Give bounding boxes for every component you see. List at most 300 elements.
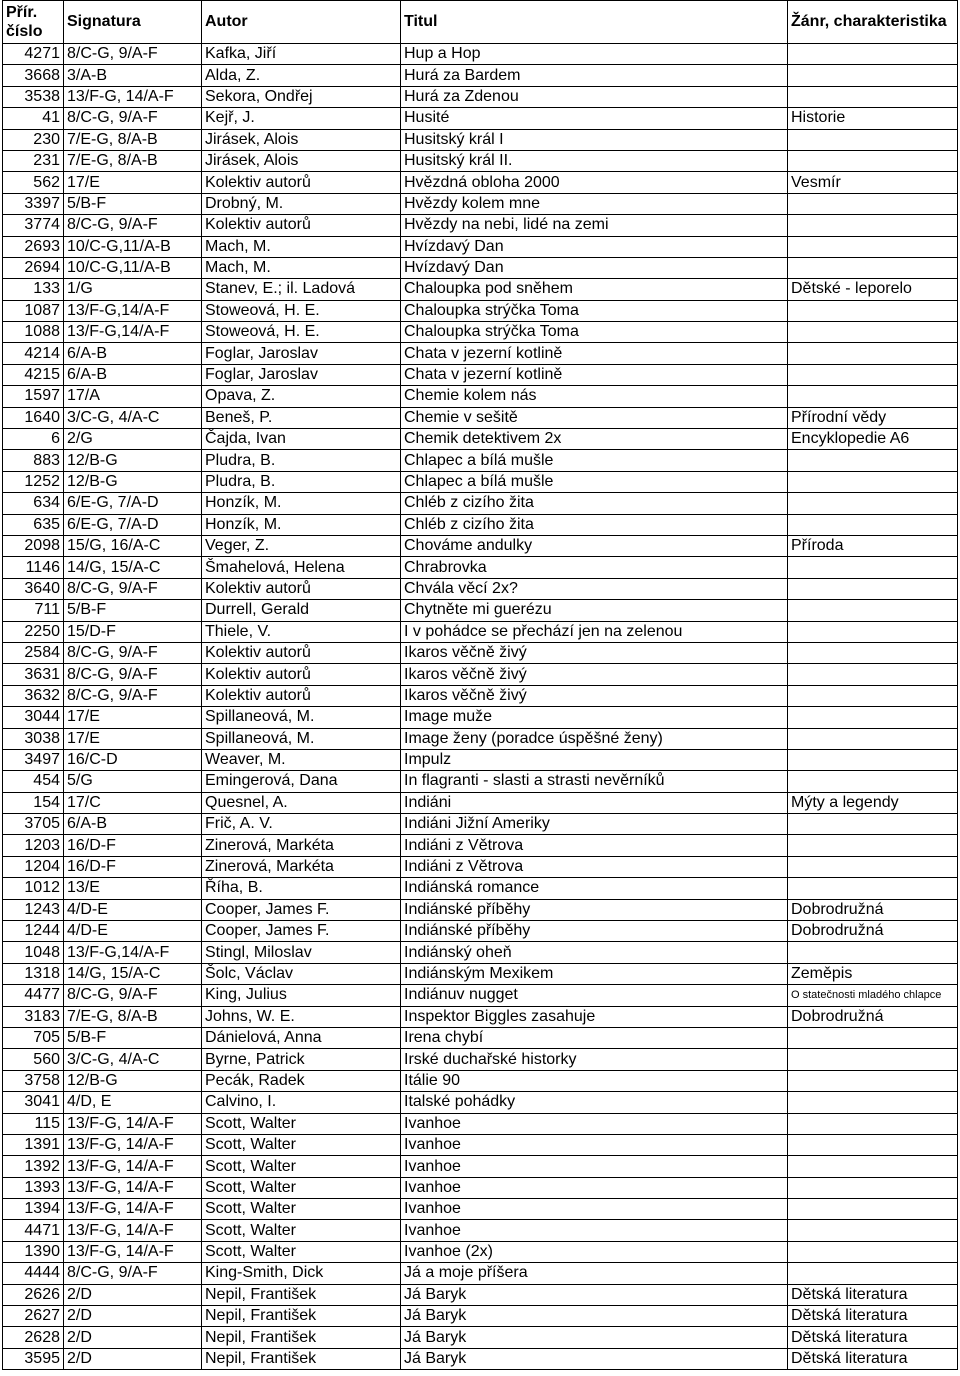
cell-author: Pludra, B.	[202, 471, 401, 492]
cell-genre	[788, 1027, 958, 1048]
table-row	[3, 856, 958, 877]
cell-signature: 8/C-G, 9/A-F	[64, 664, 202, 685]
cell-author: Mach, M.	[202, 257, 401, 278]
cell-signature: 12/B-G	[64, 450, 202, 471]
cell-signature: 13/F-G, 14/A-F	[64, 86, 202, 107]
cell-accession-number: 1392	[3, 1156, 64, 1177]
cell-accession-number: 2694	[3, 257, 64, 278]
cell-title: Ivanhoe	[401, 1220, 788, 1241]
cell-signature: 4/D, E	[64, 1092, 202, 1113]
cell-title: Italské pohádky	[401, 1092, 788, 1113]
cell-signature: 7/E-G, 8/A-B	[64, 150, 202, 171]
cell-signature: 2/G	[64, 429, 202, 450]
header-row	[3, 1, 958, 44]
cell-title: Irena chybí	[401, 1027, 788, 1048]
cell-author: Spillaneová, M.	[202, 728, 401, 749]
table-row	[3, 1284, 958, 1305]
cell-accession-number: 3183	[3, 1006, 64, 1027]
header-signature: Signatura	[64, 1, 202, 44]
cell-title: Indiánský oheň	[401, 942, 788, 963]
cell-title: Hvězdná obloha 2000	[401, 172, 788, 193]
cell-genre	[788, 386, 958, 407]
table-row	[3, 642, 958, 663]
cell-title: Hvězdy na nebi, lidé na zemi	[401, 215, 788, 236]
cell-signature: 6/E-G, 7/A-D	[64, 493, 202, 514]
cell-author: Jirásek, Alois	[202, 129, 401, 150]
cell-author: Kolektiv autorů	[202, 642, 401, 663]
cell-title: Chata v jezerní kotlině	[401, 343, 788, 364]
cell-accession-number: 1087	[3, 300, 64, 321]
table-row	[3, 215, 958, 236]
cell-accession-number: 2626	[3, 1284, 64, 1305]
cell-signature: 8/C-G, 9/A-F	[64, 215, 202, 236]
cell-author: Nepil, František	[202, 1327, 401, 1348]
cell-author: Nepil, František	[202, 1284, 401, 1305]
cell-accession-number: 3538	[3, 86, 64, 107]
cell-author: Scott, Walter	[202, 1134, 401, 1155]
cell-genre	[788, 814, 958, 835]
cell-accession-number: 3397	[3, 193, 64, 214]
cell-signature: 2/D	[64, 1327, 202, 1348]
cell-author: Scott, Walter	[202, 1156, 401, 1177]
cell-signature: 7/E-G, 8/A-B	[64, 129, 202, 150]
table-row	[3, 557, 958, 578]
cell-title: Indiáni z Větrova	[401, 835, 788, 856]
cell-genre: Dobrodružná	[788, 899, 958, 920]
book-catalog-table	[2, 0, 958, 1370]
cell-accession-number: 1203	[3, 835, 64, 856]
cell-genre: Encyklopedie A6	[788, 429, 958, 450]
cell-genre	[788, 685, 958, 706]
cell-author: Beneš, P.	[202, 407, 401, 428]
cell-author: Foglar, Jaroslav	[202, 364, 401, 385]
table-row	[3, 1156, 958, 1177]
table-row	[3, 792, 958, 813]
cell-title: Chléb z cizího žita	[401, 514, 788, 535]
cell-title: Chlapec a bílá mušle	[401, 450, 788, 471]
cell-author: Zinerová, Markéta	[202, 856, 401, 877]
cell-genre: Mýty a legendy	[788, 792, 958, 813]
table-row	[3, 343, 958, 364]
cell-genre	[788, 749, 958, 770]
cell-title: I v pohádce se přechází jen na zelenou	[401, 621, 788, 642]
cell-signature: 13/F-G, 14/A-F	[64, 1134, 202, 1155]
cell-accession-number: 41	[3, 108, 64, 129]
cell-accession-number: 705	[3, 1027, 64, 1048]
cell-title: Indiánská romance	[401, 878, 788, 899]
cell-signature: 13/F-G,14/A-F	[64, 300, 202, 321]
cell-signature: 14/G, 15/A-C	[64, 963, 202, 984]
table-row	[3, 942, 958, 963]
table-row	[3, 985, 958, 1006]
cell-genre	[788, 1049, 958, 1070]
cell-author: Stanev, E.; il. Ladová	[202, 279, 401, 300]
cell-author: Johns, W. E.	[202, 1006, 401, 1027]
cell-title: Já Baryk	[401, 1306, 788, 1327]
table-row	[3, 664, 958, 685]
table-row	[3, 1327, 958, 1348]
cell-signature: 8/C-G, 9/A-F	[64, 685, 202, 706]
cell-title: Chemie kolem nás	[401, 386, 788, 407]
cell-genre	[788, 942, 958, 963]
table-row	[3, 1306, 958, 1327]
cell-signature: 13/F-G,14/A-F	[64, 322, 202, 343]
cell-author: Scott, Walter	[202, 1220, 401, 1241]
cell-genre	[788, 257, 958, 278]
cell-title: Indiánuv nugget	[401, 985, 788, 1006]
cell-title: Chrabrovka	[401, 557, 788, 578]
cell-accession-number: 1012	[3, 878, 64, 899]
cell-accession-number: 1640	[3, 407, 64, 428]
cell-title: Chata v jezerní kotlině	[401, 364, 788, 385]
table-row	[3, 150, 958, 171]
cell-signature: 5/B-F	[64, 193, 202, 214]
cell-author: Byrne, Patrick	[202, 1049, 401, 1070]
cell-accession-number: 1391	[3, 1134, 64, 1155]
cell-signature: 13/F-G, 14/A-F	[64, 1220, 202, 1241]
table-row	[3, 621, 958, 642]
cell-genre	[788, 1263, 958, 1284]
table-body	[3, 44, 958, 1370]
cell-genre: Dětská literatura	[788, 1306, 958, 1327]
cell-title: Ikaros věčně živý	[401, 664, 788, 685]
cell-signature: 16/D-F	[64, 835, 202, 856]
table-row	[3, 172, 958, 193]
cell-title: Ivanhoe	[401, 1156, 788, 1177]
cell-author: Pludra, B.	[202, 450, 401, 471]
cell-genre: O statečnosti mladého chlapce	[788, 985, 958, 1006]
table-row	[3, 386, 958, 407]
cell-title: Indiánské příběhy	[401, 921, 788, 942]
cell-accession-number: 1390	[3, 1241, 64, 1262]
cell-accession-number: 2627	[3, 1306, 64, 1327]
cell-author: Čajda, Ivan	[202, 429, 401, 450]
cell-genre	[788, 150, 958, 171]
cell-accession-number: 560	[3, 1049, 64, 1070]
cell-author: Drobný, M.	[202, 193, 401, 214]
cell-genre	[788, 471, 958, 492]
cell-author: Honzík, M.	[202, 493, 401, 514]
cell-genre	[788, 1177, 958, 1198]
cell-title: Chvála věcí 2x?	[401, 578, 788, 599]
cell-genre	[788, 1241, 958, 1262]
header-author: Autor	[202, 1, 401, 44]
cell-signature: 17/E	[64, 707, 202, 728]
cell-signature: 13/F-G, 14/A-F	[64, 1241, 202, 1262]
table-row	[3, 771, 958, 792]
cell-signature: 6/A-B	[64, 364, 202, 385]
cell-title: Hup a Hop	[401, 44, 788, 65]
cell-author: Opava, Z.	[202, 386, 401, 407]
cell-genre	[788, 621, 958, 642]
cell-signature: 8/C-G, 9/A-F	[64, 985, 202, 1006]
cell-accession-number: 3640	[3, 578, 64, 599]
cell-genre	[788, 642, 958, 663]
cell-signature: 1/G	[64, 279, 202, 300]
cell-signature: 16/D-F	[64, 856, 202, 877]
table-row	[3, 899, 958, 920]
cell-signature: 2/D	[64, 1348, 202, 1369]
cell-accession-number: 4271	[3, 44, 64, 65]
cell-accession-number: 2693	[3, 236, 64, 257]
cell-author: Jirásek, Alois	[202, 150, 401, 171]
table-row	[3, 65, 958, 86]
cell-signature: 10/C-G,11/A-B	[64, 236, 202, 257]
cell-author: Cooper, James F.	[202, 921, 401, 942]
table-row	[3, 108, 958, 129]
table-row	[3, 1348, 958, 1369]
cell-accession-number: 1048	[3, 942, 64, 963]
table-row	[3, 1049, 958, 1070]
cell-genre	[788, 514, 958, 535]
cell-author: Stoweová, H. E.	[202, 322, 401, 343]
cell-signature: 12/B-G	[64, 471, 202, 492]
cell-genre	[788, 193, 958, 214]
cell-accession-number: 4214	[3, 343, 64, 364]
cell-genre	[788, 557, 958, 578]
cell-signature: 2/D	[64, 1284, 202, 1305]
cell-title: Indiánským Mexikem	[401, 963, 788, 984]
cell-author: Kolektiv autorů	[202, 172, 401, 193]
cell-author: Veger, Z.	[202, 535, 401, 556]
cell-genre	[788, 707, 958, 728]
cell-author: Kolektiv autorů	[202, 685, 401, 706]
cell-author: Nepil, František	[202, 1348, 401, 1369]
cell-accession-number: 154	[3, 792, 64, 813]
cell-genre	[788, 1113, 958, 1134]
cell-author: Frič, A. V.	[202, 814, 401, 835]
cell-accession-number: 3497	[3, 749, 64, 770]
cell-author: Honzík, M.	[202, 514, 401, 535]
table-row	[3, 578, 958, 599]
cell-genre	[788, 493, 958, 514]
table-row	[3, 429, 958, 450]
cell-accession-number: 3041	[3, 1092, 64, 1113]
cell-title: Ivanhoe	[401, 1113, 788, 1134]
cell-accession-number: 1318	[3, 963, 64, 984]
table-row	[3, 1220, 958, 1241]
table-row	[3, 921, 958, 942]
cell-title: Ivanhoe	[401, 1134, 788, 1155]
cell-accession-number: 1597	[3, 386, 64, 407]
cell-accession-number: 2250	[3, 621, 64, 642]
cell-title: Image ženy (poradce úspěšné ženy)	[401, 728, 788, 749]
cell-accession-number: 4477	[3, 985, 64, 1006]
cell-signature: 6/E-G, 7/A-D	[64, 514, 202, 535]
cell-signature: 17/E	[64, 172, 202, 193]
cell-signature: 13/F-G,14/A-F	[64, 942, 202, 963]
cell-genre	[788, 44, 958, 65]
table-row	[3, 364, 958, 385]
cell-accession-number: 1088	[3, 322, 64, 343]
cell-author: Cooper, James F.	[202, 899, 401, 920]
cell-accession-number: 1393	[3, 1177, 64, 1198]
cell-accession-number: 2628	[3, 1327, 64, 1348]
cell-genre	[788, 450, 958, 471]
table-row	[3, 1027, 958, 1048]
cell-genre	[788, 364, 958, 385]
cell-genre: Dobrodružná	[788, 921, 958, 942]
cell-author: Scott, Walter	[202, 1199, 401, 1220]
cell-author: Scott, Walter	[202, 1177, 401, 1198]
cell-accession-number: 2098	[3, 535, 64, 556]
cell-signature: 5/B-F	[64, 600, 202, 621]
table-row	[3, 257, 958, 278]
cell-accession-number: 711	[3, 600, 64, 621]
cell-genre	[788, 1199, 958, 1220]
cell-signature: 6/A-B	[64, 343, 202, 364]
cell-genre	[788, 664, 958, 685]
cell-signature: 13/E	[64, 878, 202, 899]
cell-title: Já a moje příšera	[401, 1263, 788, 1284]
cell-author: Mach, M.	[202, 236, 401, 257]
cell-title: Hvízdavý Dan	[401, 236, 788, 257]
table-row	[3, 193, 958, 214]
cell-genre: Dětské - leporelo	[788, 279, 958, 300]
cell-accession-number: 1394	[3, 1199, 64, 1220]
cell-accession-number: 1204	[3, 856, 64, 877]
cell-signature: 3/A-B	[64, 65, 202, 86]
cell-title: Já Baryk	[401, 1327, 788, 1348]
cell-accession-number: 883	[3, 450, 64, 471]
cell-author: Dánielová, Anna	[202, 1027, 401, 1048]
cell-title: Inspektor Biggles zasahuje	[401, 1006, 788, 1027]
cell-accession-number: 454	[3, 771, 64, 792]
table-row	[3, 600, 958, 621]
cell-genre	[788, 856, 958, 877]
cell-title: Chytněte mi guerézu	[401, 600, 788, 621]
cell-author: Pecák, Radek	[202, 1070, 401, 1091]
cell-author: King-Smith, Dick	[202, 1263, 401, 1284]
cell-author: Šmahelová, Helena	[202, 557, 401, 578]
cell-signature: 15/D-F	[64, 621, 202, 642]
cell-accession-number: 4471	[3, 1220, 64, 1241]
cell-title: Ikaros věčně živý	[401, 642, 788, 663]
cell-signature: 5/B-F	[64, 1027, 202, 1048]
cell-accession-number: 1146	[3, 557, 64, 578]
cell-genre	[788, 1156, 958, 1177]
table-row	[3, 514, 958, 535]
cell-title: Chlapec a bílá mušle	[401, 471, 788, 492]
cell-title: Husité	[401, 108, 788, 129]
cell-accession-number: 634	[3, 493, 64, 514]
table-header	[3, 1, 958, 44]
table-row	[3, 963, 958, 984]
cell-signature: 12/B-G	[64, 1070, 202, 1091]
cell-genre	[788, 878, 958, 899]
cell-signature: 4/D-E	[64, 899, 202, 920]
cell-title: In flagranti - slasti a strasti nevěrníků	[401, 771, 788, 792]
table-row	[3, 749, 958, 770]
table-row	[3, 44, 958, 65]
cell-author: Kolektiv autorů	[202, 664, 401, 685]
cell-genre	[788, 65, 958, 86]
cell-signature: 13/F-G, 14/A-F	[64, 1177, 202, 1198]
cell-accession-number: 6	[3, 429, 64, 450]
table-row	[3, 129, 958, 150]
cell-author: King, Julius	[202, 985, 401, 1006]
table-row	[3, 1263, 958, 1284]
cell-signature: 8/C-G, 9/A-F	[64, 44, 202, 65]
header-accession-number: Přír. číslo	[3, 1, 64, 44]
cell-author: Calvino, I.	[202, 1092, 401, 1113]
table-row	[3, 1070, 958, 1091]
cell-genre: Dětská literatura	[788, 1327, 958, 1348]
cell-author: Šolc, Václav	[202, 963, 401, 984]
cell-signature: 5/G	[64, 771, 202, 792]
table-row	[3, 1199, 958, 1220]
cell-genre	[788, 1220, 958, 1241]
cell-signature: 3/C-G, 4/A-C	[64, 1049, 202, 1070]
cell-title: Chemik detektivem 2x	[401, 429, 788, 450]
table-row	[3, 450, 958, 471]
cell-genre	[788, 343, 958, 364]
table-row	[3, 728, 958, 749]
table-row	[3, 493, 958, 514]
cell-signature: 17/C	[64, 792, 202, 813]
cell-author: Zinerová, Markéta	[202, 835, 401, 856]
cell-signature: 8/C-G, 9/A-F	[64, 578, 202, 599]
cell-accession-number: 3044	[3, 707, 64, 728]
cell-author: Kafka, Jiří	[202, 44, 401, 65]
cell-title: Indiáni Jižní Ameriky	[401, 814, 788, 835]
table-row	[3, 814, 958, 835]
cell-genre: Historie	[788, 108, 958, 129]
cell-signature: 8/C-G, 9/A-F	[64, 108, 202, 129]
cell-author: Foglar, Jaroslav	[202, 343, 401, 364]
cell-signature: 16/C-D	[64, 749, 202, 770]
cell-genre: Dobrodružná	[788, 1006, 958, 1027]
table-row	[3, 1177, 958, 1198]
cell-genre	[788, 322, 958, 343]
cell-signature: 15/G, 16/A-C	[64, 535, 202, 556]
cell-signature: 13/F-G, 14/A-F	[64, 1113, 202, 1134]
header-genre: Žánr, charakteristika	[788, 1, 958, 44]
cell-title: Chemie v sešitě	[401, 407, 788, 428]
cell-genre	[788, 600, 958, 621]
cell-title: Hvízdavý Dan	[401, 257, 788, 278]
cell-accession-number: 3668	[3, 65, 64, 86]
cell-author: Thiele, V.	[202, 621, 401, 642]
cell-title: Ivanhoe	[401, 1177, 788, 1198]
cell-author: Stoweová, H. E.	[202, 300, 401, 321]
cell-author: Kejř, J.	[202, 108, 401, 129]
cell-author: Alda, Z.	[202, 65, 401, 86]
cell-accession-number: 1252	[3, 471, 64, 492]
cell-author: Stingl, Miloslav	[202, 942, 401, 963]
cell-title: Já Baryk	[401, 1348, 788, 1369]
cell-title: Itálie 90	[401, 1070, 788, 1091]
cell-accession-number: 635	[3, 514, 64, 535]
cell-genre: Dětská literatura	[788, 1348, 958, 1369]
cell-title: Indiáni z Větrova	[401, 856, 788, 877]
cell-genre	[788, 1070, 958, 1091]
cell-title: Husitský král II.	[401, 150, 788, 171]
cell-title: Chléb z cizího žita	[401, 493, 788, 514]
cell-signature: 17/E	[64, 728, 202, 749]
cell-genre	[788, 578, 958, 599]
cell-genre	[788, 728, 958, 749]
cell-accession-number: 3632	[3, 685, 64, 706]
cell-genre: Dětská literatura	[788, 1284, 958, 1305]
cell-title: Hurá za Bardem	[401, 65, 788, 86]
cell-title: Hurá za Zdenou	[401, 86, 788, 107]
cell-author: Quesnel, A.	[202, 792, 401, 813]
cell-genre: Vesmír	[788, 172, 958, 193]
cell-accession-number: 3038	[3, 728, 64, 749]
cell-author: Sekora, Ondřej	[202, 86, 401, 107]
cell-title: Hvězdy kolem mne	[401, 193, 788, 214]
